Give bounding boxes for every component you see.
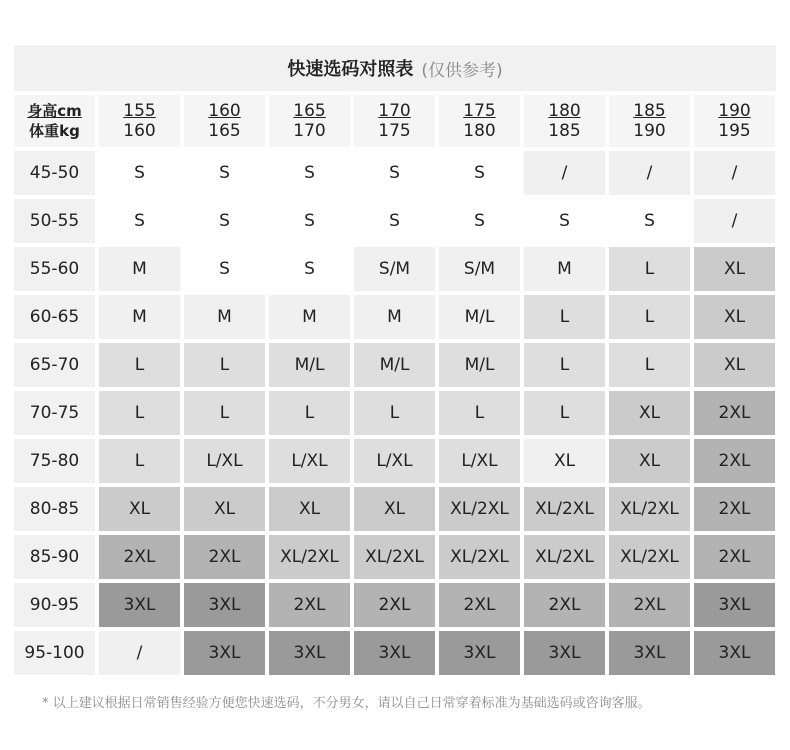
size-cell: 2XL — [694, 439, 775, 483]
height-from: 175 — [463, 101, 496, 121]
weight-row-label: 50-55 — [14, 199, 95, 243]
weight-row-label: 60-65 — [14, 295, 95, 339]
size-cell: M — [184, 295, 265, 339]
height-header — [694, 95, 775, 147]
size-cell: XL/2XL — [439, 487, 520, 531]
size-cell: M — [354, 295, 435, 339]
size-cell: M — [99, 295, 180, 339]
size-cell: M/L — [269, 343, 350, 387]
size-cell: XL/2XL — [439, 535, 520, 579]
size-cell: 2XL — [694, 391, 775, 435]
size-cell: XL — [354, 487, 435, 531]
height-header — [354, 95, 435, 147]
size-cell: 3XL — [184, 583, 265, 627]
size-cell: 2XL — [524, 583, 605, 627]
size-cell: S — [269, 151, 350, 195]
size-cell: L — [524, 343, 605, 387]
weight-row-label: 85-90 — [14, 535, 95, 579]
size-cell: 3XL — [524, 631, 605, 675]
size-cell: L — [524, 295, 605, 339]
height-to: 165 — [208, 121, 241, 141]
size-cell: 3XL — [184, 631, 265, 675]
size-cell: 2XL — [354, 583, 435, 627]
size-cell: 2XL — [99, 535, 180, 579]
footnote: * 以上建议根据日常销售经验方便您快速选码，不分男女，请以自己日常穿着标准为基础选码或咨询客服。 — [42, 696, 651, 711]
size-cell: 2XL — [269, 583, 350, 627]
size-cell: S — [184, 199, 265, 243]
weight-row-label: 55-60 — [14, 247, 95, 291]
size-cell: L — [609, 295, 690, 339]
size-cell: / — [524, 151, 605, 195]
size-cell: L — [354, 391, 435, 435]
size-cell: 2XL — [184, 535, 265, 579]
size-cell: XL — [184, 487, 265, 531]
size-cell: S — [354, 151, 435, 195]
chart-title: 快速选码对照表 — [287, 59, 414, 80]
size-cell: 3XL — [439, 631, 520, 675]
size-cell: 2XL — [609, 583, 690, 627]
height-to: 195 — [718, 121, 751, 141]
size-cell: M/L — [439, 343, 520, 387]
height-from: 155 — [123, 101, 156, 121]
size-cell: L — [269, 391, 350, 435]
height-to: 175 — [378, 121, 411, 141]
size-cell: S/M — [439, 247, 520, 291]
size-cell: / — [99, 631, 180, 675]
height-from: 170 — [378, 101, 411, 121]
height-header — [269, 95, 350, 147]
size-cell: 2XL — [439, 583, 520, 627]
size-cell: XL — [694, 295, 775, 339]
size-cell: 3XL — [694, 583, 775, 627]
size-cell: L/XL — [269, 439, 350, 483]
size-cell: XL — [694, 247, 775, 291]
height-to: 190 — [633, 121, 666, 141]
size-cell: S — [524, 199, 605, 243]
weight-row-label: 95-100 — [14, 631, 95, 675]
height-to: 185 — [548, 121, 581, 141]
chart-title-bar — [14, 45, 776, 91]
size-cell: 3XL — [694, 631, 775, 675]
size-cell: L/XL — [184, 439, 265, 483]
size-cell: L/XL — [439, 439, 520, 483]
height-header — [184, 95, 265, 147]
size-cell: M — [99, 247, 180, 291]
height-header — [524, 95, 605, 147]
height-from: 190 — [718, 101, 751, 121]
size-cell: 3XL — [354, 631, 435, 675]
size-cell: S — [439, 199, 520, 243]
height-from: 160 — [208, 101, 241, 121]
size-cell: L/XL — [354, 439, 435, 483]
size-cell: L — [609, 343, 690, 387]
height-to: 160 — [123, 121, 156, 141]
height-to: 180 — [463, 121, 496, 141]
size-cell: 3XL — [609, 631, 690, 675]
size-cell: 3XL — [99, 583, 180, 627]
size-cell: XL/2XL — [354, 535, 435, 579]
size-cell: XL — [609, 391, 690, 435]
weight-row-label: 70-75 — [14, 391, 95, 435]
size-cell: S — [439, 151, 520, 195]
size-cell: XL/2XL — [609, 535, 690, 579]
size-cell: S — [269, 247, 350, 291]
height-from: 185 — [633, 101, 666, 121]
size-cell: L — [99, 439, 180, 483]
size-cell: S — [184, 247, 265, 291]
size-cell: L — [184, 391, 265, 435]
size-cell: L — [524, 391, 605, 435]
size-cell: XL/2XL — [524, 535, 605, 579]
weight-row-label: 65-70 — [14, 343, 95, 387]
size-cell: / — [609, 151, 690, 195]
size-cell: S — [354, 199, 435, 243]
size-cell: L — [99, 343, 180, 387]
size-cell: XL — [269, 487, 350, 531]
size-cell: S — [99, 151, 180, 195]
height-from: 180 — [548, 101, 581, 121]
size-cell: 3XL — [269, 631, 350, 675]
size-cell: 2XL — [694, 487, 775, 531]
size-cell: XL/2XL — [524, 487, 605, 531]
weight-axis-label: 体重kg — [29, 122, 80, 140]
size-cell: S — [269, 199, 350, 243]
height-header — [99, 95, 180, 147]
weight-row-label: 45-50 — [14, 151, 95, 195]
size-cell: 2XL — [694, 535, 775, 579]
size-cell: S — [184, 151, 265, 195]
weight-row-label: 75-80 — [14, 439, 95, 483]
height-header — [609, 95, 690, 147]
size-cell: / — [694, 151, 775, 195]
weight-row-label: 90-95 — [14, 583, 95, 627]
size-cell: L — [439, 391, 520, 435]
size-cell: M/L — [354, 343, 435, 387]
size-cell: / — [694, 199, 775, 243]
size-table — [14, 95, 776, 675]
size-cell: XL — [99, 487, 180, 531]
size-cell: M — [269, 295, 350, 339]
size-cell: XL/2XL — [269, 535, 350, 579]
size-cell: M/L — [439, 295, 520, 339]
size-cell: L — [609, 247, 690, 291]
height-header — [439, 95, 520, 147]
size-cell: S — [99, 199, 180, 243]
size-cell: L — [99, 391, 180, 435]
size-cell: S — [609, 199, 690, 243]
size-cell: S/M — [354, 247, 435, 291]
size-cell: M — [524, 247, 605, 291]
size-cell: XL/2XL — [609, 487, 690, 531]
size-cell: XL — [609, 439, 690, 483]
size-cell: XL — [524, 439, 605, 483]
size-cell: L — [184, 343, 265, 387]
height-axis-label: 身高cm — [27, 102, 82, 120]
weight-row-label: 80-85 — [14, 487, 95, 531]
chart-subtitle: (仅供参考) — [421, 60, 503, 81]
size-cell: XL — [694, 343, 775, 387]
height-to: 170 — [293, 121, 326, 141]
corner-header — [14, 95, 95, 147]
height-from: 165 — [293, 101, 326, 121]
